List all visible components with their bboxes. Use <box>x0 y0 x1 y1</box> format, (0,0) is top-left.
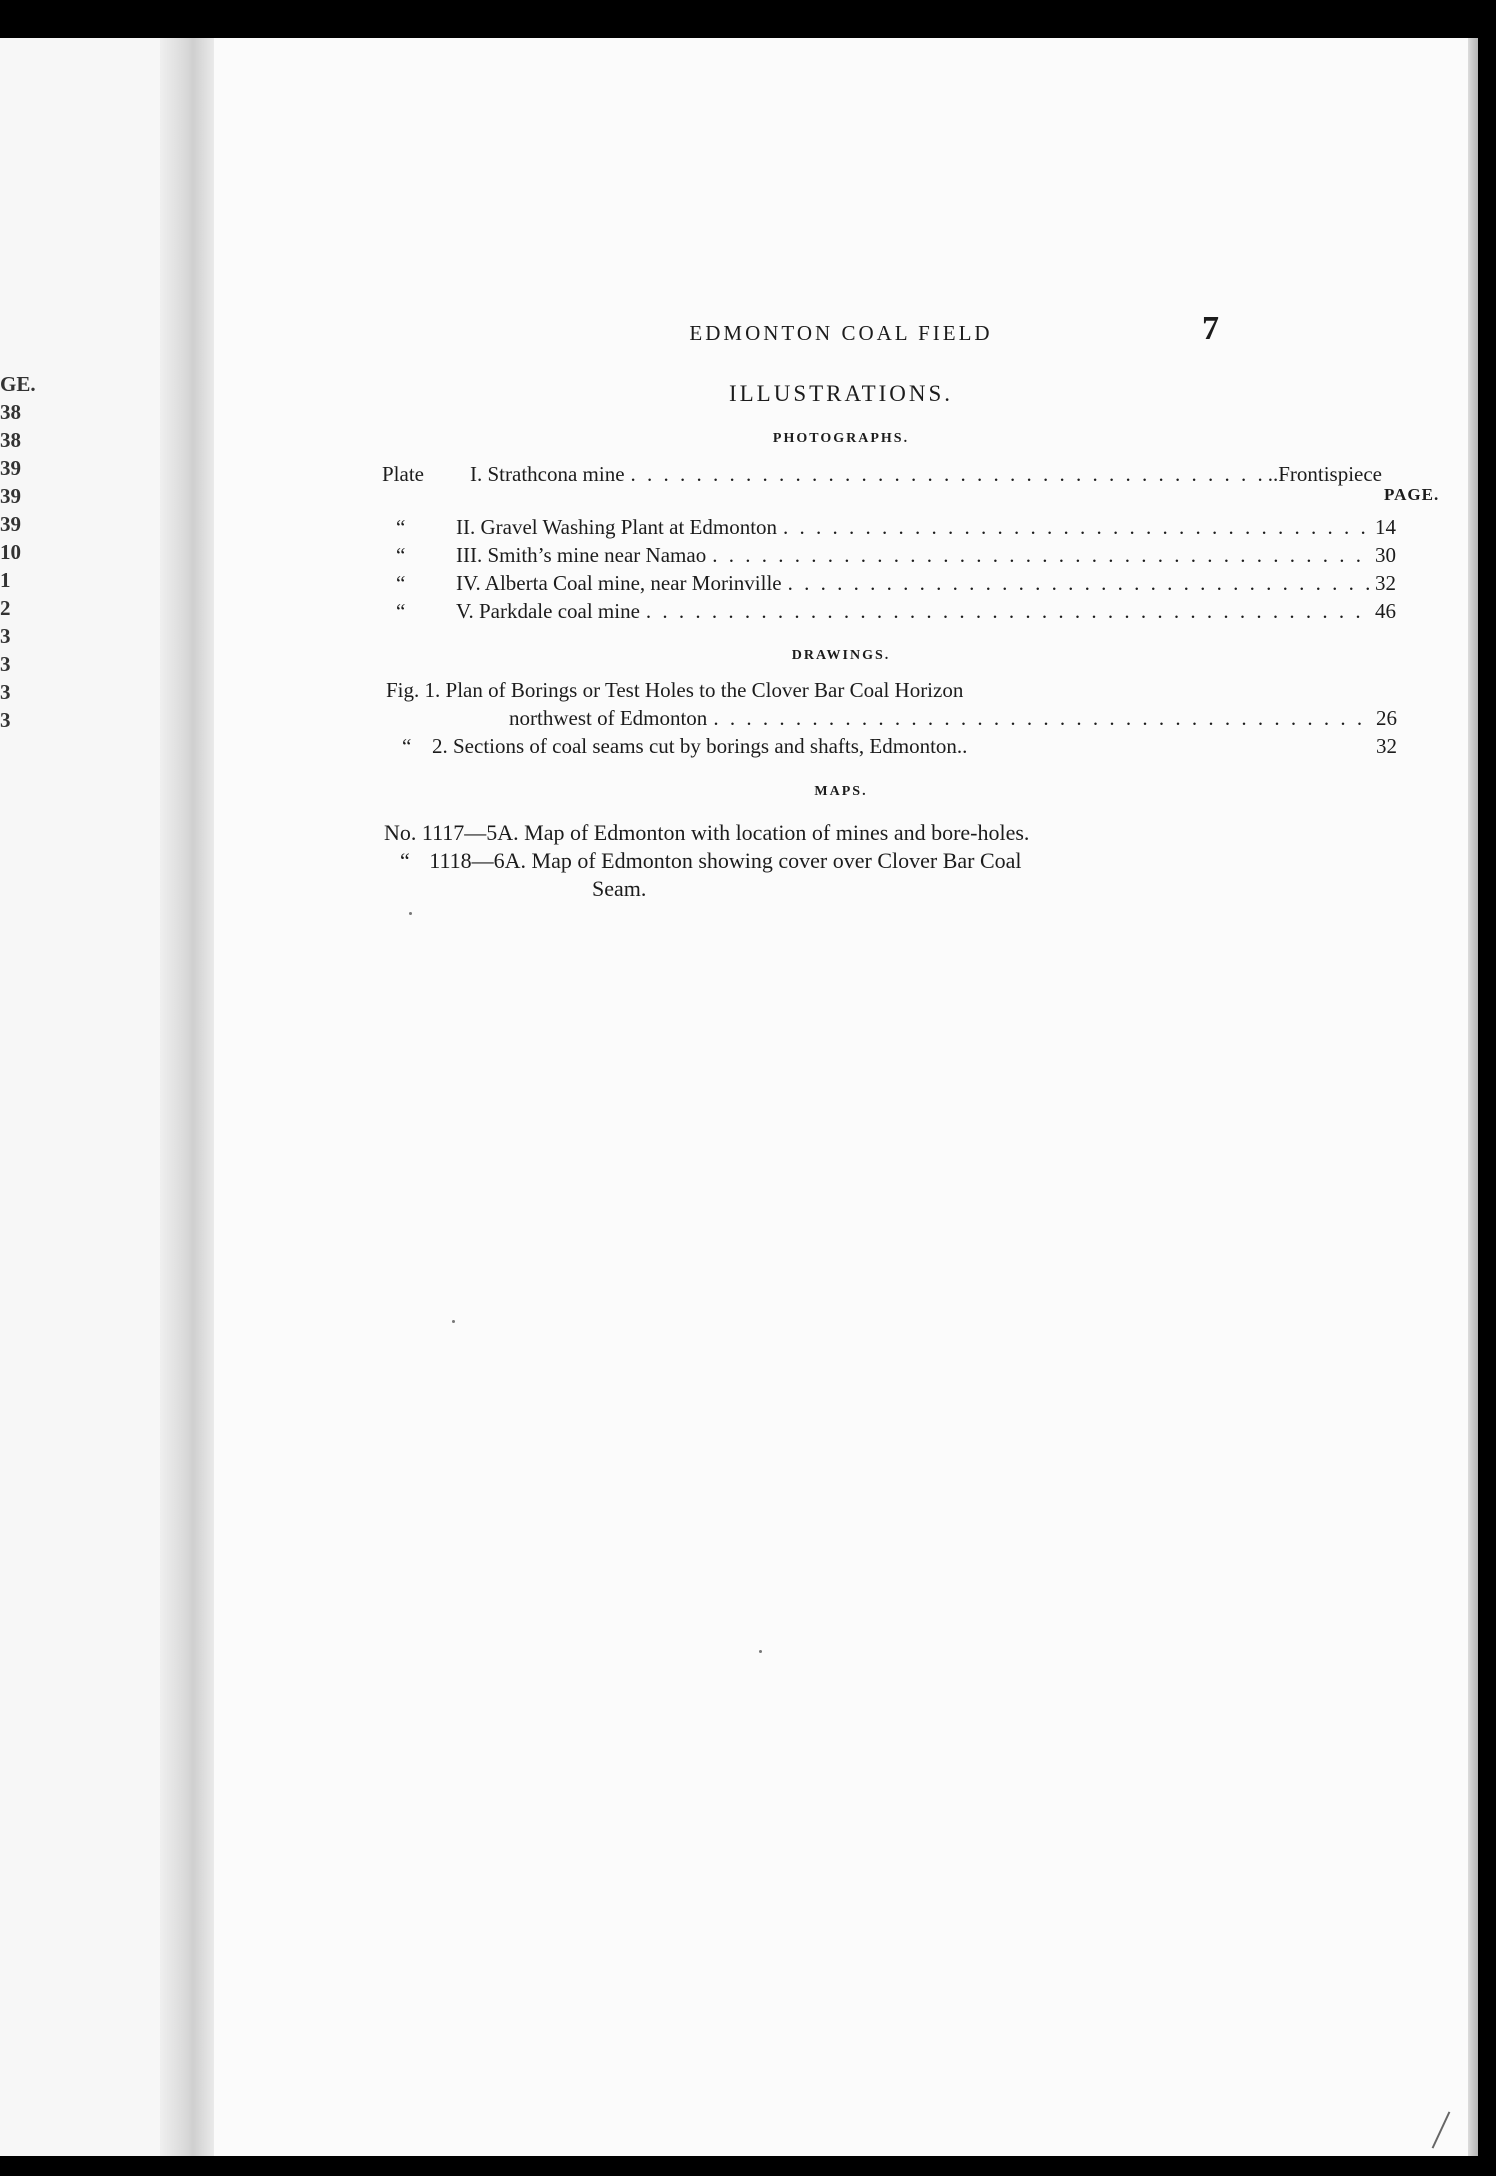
left-margin-line: 3 <box>0 708 11 732</box>
fig1-line1: Fig. 1. Plan of Borings or Test Holes to the Clover Bar Coal Horizon <box>386 678 964 702</box>
entry-page: 32 <box>1376 734 1397 758</box>
left-margin-line: 1 <box>0 568 11 592</box>
ditto-mark: “ <box>396 599 406 623</box>
ditto-mark: “ <box>396 571 406 595</box>
entry-page: 30 <box>1375 543 1396 567</box>
entry-title: northwest of Edmonton <box>509 706 708 730</box>
paper-speck <box>409 912 412 915</box>
running-header: EDMONTON COAL FIELD <box>689 321 993 345</box>
left-margin-line: GE. <box>0 372 36 396</box>
entry-page: 26 <box>1376 706 1397 730</box>
list-item <box>396 599 1396 624</box>
leader-dots <box>646 599 1369 624</box>
ditto-mark: “ <box>396 543 406 567</box>
map-entry-text: 1118—6A. Map of Edmonton showing cover over Clover Bar Coal <box>429 848 1022 873</box>
list-item <box>396 543 1396 568</box>
left-margin-line: 38 <box>0 428 21 452</box>
entry-title: Gravel Washing Plant at Edmonton <box>480 515 778 539</box>
entry-page: 46 <box>1375 599 1396 623</box>
list-item <box>382 462 1382 487</box>
ditto-mark: “ <box>396 515 406 539</box>
book-gutter <box>160 38 220 2156</box>
entry-title: Alberta Coal mine, near Morinville <box>484 571 782 595</box>
list-item <box>402 734 1397 759</box>
left-margin-line: 3 <box>0 652 11 676</box>
left-margin-line: 3 <box>0 680 11 704</box>
leader-dots <box>631 462 1262 487</box>
entry-number: IV. <box>456 571 481 595</box>
leader-dots <box>713 706 1370 731</box>
leader-dots <box>712 543 1369 568</box>
left-margin-line: 39 <box>0 512 21 536</box>
map-entry-1117: No. 1117—5A. Map of Edmonton with location of mines and bore-holes. <box>384 820 1030 845</box>
photographs-heading: PHOTOGRAPHS. <box>772 431 910 446</box>
entry-page: 14 <box>1375 515 1396 539</box>
entry-page: 32 <box>1375 571 1396 595</box>
entry-number: II. <box>456 515 476 539</box>
leader-dots <box>788 571 1369 596</box>
entry-title: Parkdale coal mine <box>478 599 640 623</box>
paper-speck <box>452 1320 455 1323</box>
list-item <box>509 706 1397 731</box>
page-edge <box>1468 38 1478 2156</box>
entry-prefix: Plate <box>382 462 424 486</box>
map-entry-continuation: Seam. <box>592 876 647 901</box>
left-margin-line: 2 <box>0 596 11 620</box>
map-entry-1118 <box>400 847 1022 875</box>
entry-title: 2. Sections of coal seams cut by borings and shafts, Edmonton.. <box>432 734 968 758</box>
book-page <box>214 38 1468 2156</box>
left-margin-line: 10 <box>0 540 21 564</box>
page-column-heading: PAGE. <box>1384 485 1440 504</box>
leader-dots <box>783 515 1369 540</box>
page-number: 7 <box>1202 310 1219 347</box>
list-item <box>396 515 1396 540</box>
list-item <box>396 571 1396 596</box>
entry-label <box>470 462 625 487</box>
paper-speck <box>759 1650 762 1653</box>
entry-number: I. <box>470 462 483 486</box>
entry-number: V. <box>456 599 474 623</box>
entry-page: ..Frontispiece <box>1267 462 1382 486</box>
left-page-numbers <box>0 370 40 734</box>
entry-number: III. <box>456 543 483 567</box>
section-title: ILLUSTRATIONS. <box>728 381 954 406</box>
left-margin-line: 39 <box>0 484 21 508</box>
ditto-mark: “ <box>402 734 412 758</box>
left-margin-line: 39 <box>0 456 21 480</box>
ditto-mark: “ <box>400 848 410 873</box>
entry-title: Strathcona mine <box>487 462 625 486</box>
maps-heading: MAPS. <box>814 784 868 799</box>
drawings-heading: DRAWINGS. <box>791 648 891 663</box>
left-margin-line: 3 <box>0 624 11 648</box>
entry-title: Smith’s mine near Namao <box>487 543 707 567</box>
left-margin-line: 38 <box>0 400 21 424</box>
